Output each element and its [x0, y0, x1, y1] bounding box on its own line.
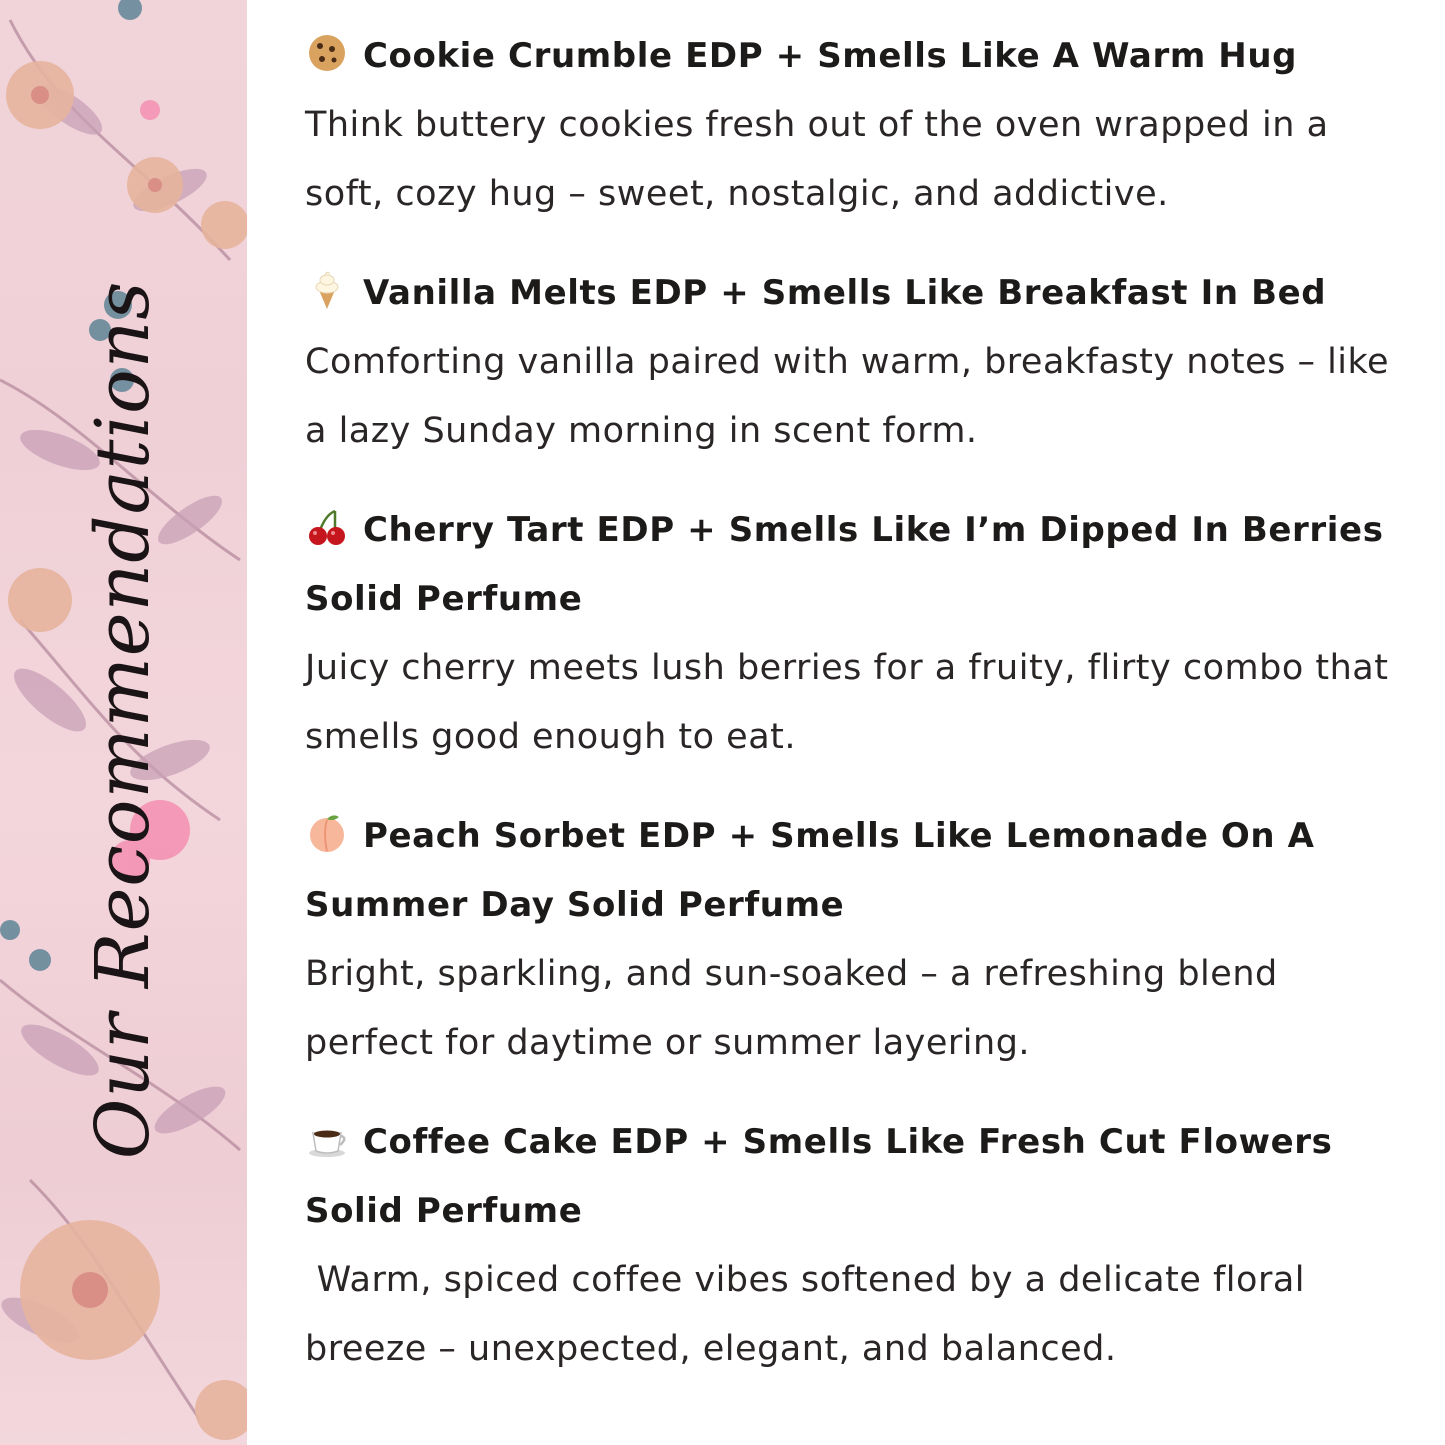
item-description: Think buttery cookies fresh out of the oven wrapped in a soft, cozy hug – sweet, nostalgic, and addictive.: [305, 105, 1341, 214]
item-description: Juicy cherry meets lush berries for a fruity, flirty combo that smells good enough to eat.: [305, 648, 1401, 757]
list-item: [305, 496, 1401, 772]
item-description: Comforting vanilla paired with warm, breakfasty notes – like a lazy Sunday morning in scent form.: [305, 342, 1401, 451]
item-description: Bright, sparkling, and sun-soaked – a refreshing blend perfect for daytime or summer layering.: [305, 954, 1290, 1063]
item-title: Cookie Crumble EDP + Smells Like A Warm Hug: [305, 22, 1395, 91]
item-title: Cherry Tart EDP + Smells Like I’m Dipped In Berries Solid Perfume: [305, 496, 1395, 634]
item-title: Vanilla Melts EDP + Smells Like Breakfast In Bed: [305, 259, 1395, 328]
banner-title: Our Recommendations: [80, 280, 166, 1160]
peach-icon: [305, 813, 349, 853]
floral-side-banner: [0, 0, 247, 1445]
recommendations-list: [305, 22, 1401, 1414]
cookie-icon: [305, 33, 349, 73]
list-item: [305, 802, 1395, 1078]
hot-beverage-icon: [305, 1119, 349, 1159]
list-item: [305, 22, 1395, 229]
cherries-icon: [305, 507, 349, 547]
item-title: Peach Sorbet EDP + Smells Like Lemonade On A Summer Day Solid Perfume: [305, 802, 1395, 940]
soft-serve-icon: [305, 270, 349, 310]
list-item: [305, 259, 1401, 466]
item-title: Coffee Cake EDP + Smells Like Fresh Cut Flowers Solid Perfume: [305, 1108, 1395, 1246]
list-item: [305, 1108, 1395, 1384]
item-description: Warm, spiced coffee vibes softened by a delicate floral breeze – unexpected, elegant, and balanced.: [305, 1260, 1317, 1369]
